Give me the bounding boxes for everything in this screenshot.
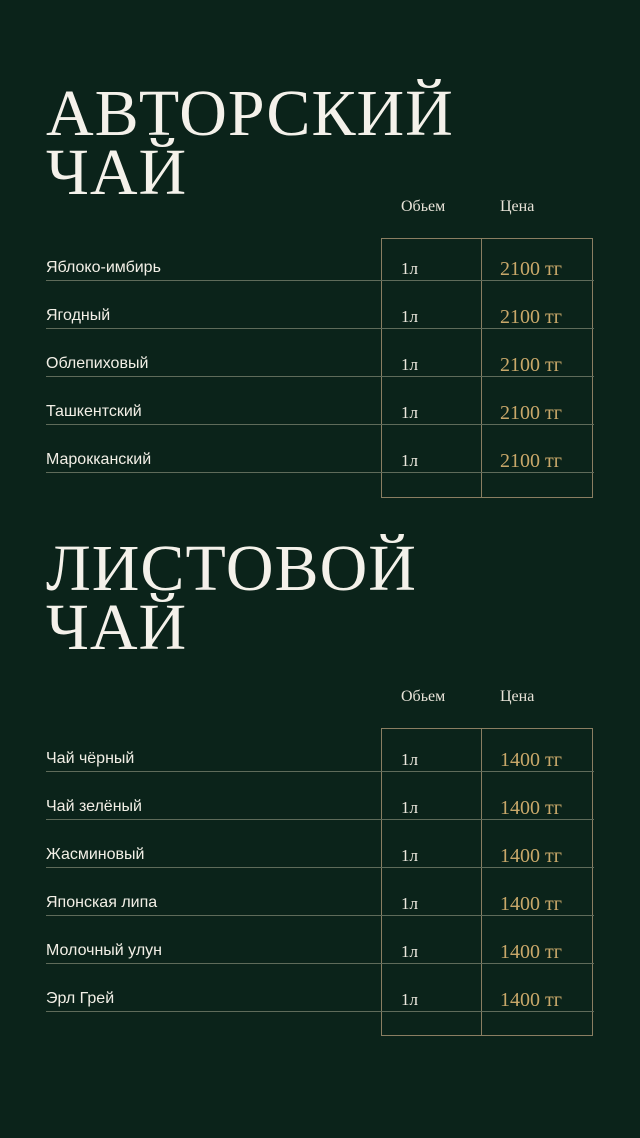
menu-row bbox=[0, 281, 640, 329]
menu-row bbox=[0, 329, 640, 377]
item-volume: 1л bbox=[401, 307, 418, 326]
title-line: ЛИСТОВОЙ bbox=[46, 532, 417, 605]
section-title bbox=[46, 532, 417, 664]
item-price: 2100 тг bbox=[500, 306, 562, 328]
item-volume: 1л bbox=[401, 355, 418, 374]
item-volume: 1л bbox=[401, 942, 418, 961]
column-header-price: Цена bbox=[500, 198, 535, 215]
item-name: Чай зелёный bbox=[46, 798, 142, 815]
item-volume: 1л bbox=[401, 259, 418, 278]
item-name: Облепиховый bbox=[46, 355, 149, 372]
item-price: 1400 тг bbox=[500, 989, 562, 1011]
item-name: Молочный улун bbox=[46, 942, 162, 959]
item-volume: 1л bbox=[401, 894, 418, 913]
title-line: ЧАЙ bbox=[46, 136, 188, 209]
item-price: 1400 тг bbox=[500, 797, 562, 819]
item-price: 2100 тг bbox=[500, 354, 562, 376]
column-header-volume: Обьем bbox=[401, 688, 446, 705]
item-name: Чай чёрный bbox=[46, 750, 135, 767]
item-price: 1400 тг bbox=[500, 941, 562, 963]
item-name: Эрл Грей bbox=[46, 990, 115, 1007]
item-volume: 1л bbox=[401, 990, 418, 1009]
item-price: 2100 тг bbox=[500, 402, 562, 424]
item-volume: 1л bbox=[401, 798, 418, 817]
item-price: 2100 тг bbox=[500, 258, 562, 280]
menu-row bbox=[0, 772, 640, 820]
menu-row bbox=[0, 916, 640, 964]
item-name: Жасминовый bbox=[46, 846, 145, 863]
item-name: Ташкентский bbox=[46, 403, 142, 420]
item-price: 1400 тг bbox=[500, 749, 562, 771]
menu-row bbox=[0, 724, 640, 772]
item-name: Ягодный bbox=[46, 307, 111, 324]
item-volume: 1л bbox=[401, 403, 418, 422]
item-volume: 1л bbox=[401, 846, 418, 865]
item-name: Яблоко-имбирь bbox=[46, 259, 161, 276]
menu-row bbox=[0, 377, 640, 425]
menu-row bbox=[0, 820, 640, 868]
title-line: АВТОРСКИЙ bbox=[46, 77, 454, 150]
menu-row bbox=[0, 233, 640, 281]
column-header-price: Цена bbox=[500, 688, 535, 705]
item-volume: 1л bbox=[401, 451, 418, 470]
item-price: 1400 тг bbox=[500, 845, 562, 867]
item-name: Японская липа bbox=[46, 894, 158, 911]
item-price: 1400 тг bbox=[500, 893, 562, 915]
item-price: 2100 тг bbox=[500, 450, 562, 472]
item-volume: 1л bbox=[401, 750, 418, 769]
menu-row bbox=[0, 868, 640, 916]
title-line: ЧАЙ bbox=[46, 591, 188, 664]
menu-row bbox=[0, 425, 640, 473]
item-name: Марокканский bbox=[46, 451, 152, 468]
menu-row bbox=[0, 964, 640, 1012]
column-header-volume: Обьем bbox=[401, 198, 446, 215]
